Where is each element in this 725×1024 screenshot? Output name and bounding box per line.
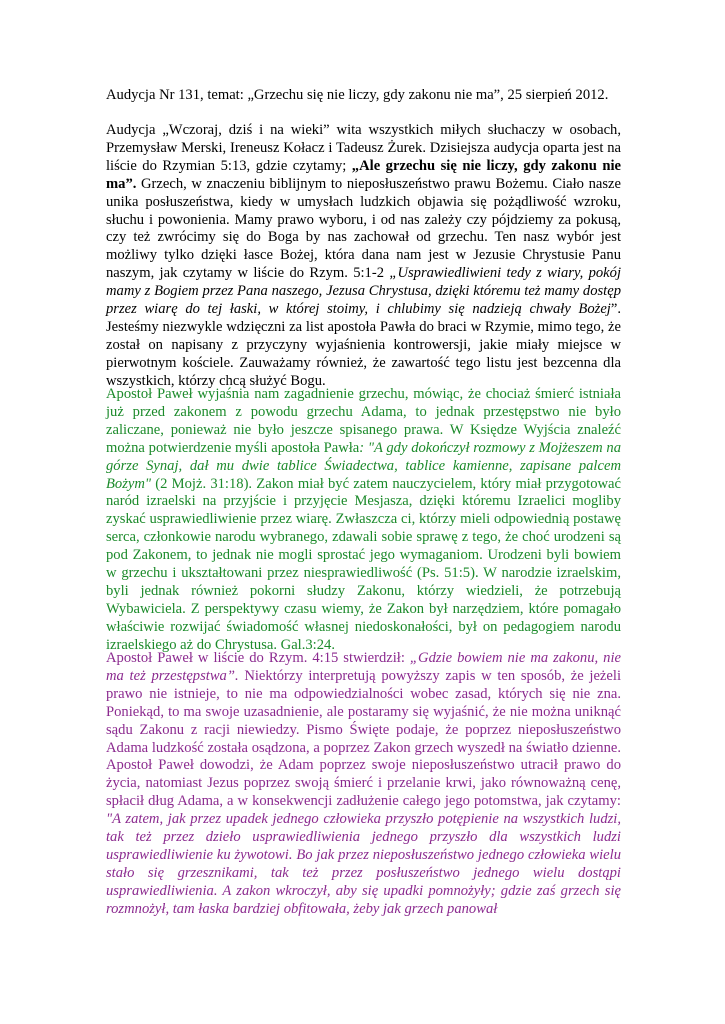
paragraph-green (106, 386, 621, 655)
p1-text-3: ”. Jesteśmy niezwykle wdzięczni za list apostoła Pawła do braci w Rzymie, mimo tego, że został on napisany z przyczyny wyjaśnienia kontrowersji, jakie miały miejsce w pierwotnym kościele. Zauważamy również, że zawartość tego listu jest bezcenna dla wszystkich, którzy chcą służyć Bogu. (106, 301, 621, 389)
p1-text-2: Grzech, w znaczeniu biblijnym to nieposłuszeństwo prawu Bożemu. Ciało nasze unika posłuszeństwa, kiedy w umysłach ludzkich objawia się pożądliwość wzroku, słuchu i powonienia. Mamy prawo wyboru, i od nas zależy czy pójdziemy za pokusą, czy też zwrócimy się do Boga by nas zachował od grzechu. Ten nasz wybór jest możliwy tylko dzięki łasce Bożej, która dana nam jest w Jezusie Chrystusie Panu naszym, jak czytamy w liście do Rzym. 5:1-2 (106, 175, 621, 282)
p1-bold-quote: „Ale grzechu się nie liczy, gdy zakonu nie ma”. (106, 157, 621, 192)
p2-text-1: Apostoł Paweł wyjaśnia nam zagadnienie grzechu, mówiąc, że chociaż śmierć istniała już przed zakonem z powodu grzechu Adama, to jednak przestępstwo nie było zaliczane, ponieważ nie było jeszcze spisanego prawa. W Księdze Wyjścia znaleźć można potwierdzenie myśli apostoła Pawła (106, 386, 621, 456)
p2-text-2: (2 Mojż. 31:18). Zakon miał być zatem nauczycielem, który miał przygotować naród izraelski na przyjście i przyjęcie Mesjasza, dzięki któremu Izraelici mogliby zyskać usprawiedliwienie przez wiarę. Zwłaszcza ci, którzy mieli odpowiednią postawę serca, członkowie narodu wybranego, zdawali sobie sprawę z tego, że choć urodzeni są pod Zakonem, to jednak nie mogli sprostać jego wymaganiom. Urodzeni byli bowiem w grzechu i ukształtowani przez niesprawiedliwość (Ps. 51:5). W narodzie izraelskim, byli jednak również pokorni słudzy Zakonu, którzy wiedzieli, że potrzebują Wybawiciela. Z perspektywy czasu wiemy, że Zakon był narzędziem, które pomagało właściwie rozwijać świadomość własnej niedoskonałości, był on pedagogiem narodu izraelskiego aż do Chrystusa. Gal.3:24. (106, 475, 621, 653)
p3-text-2: Niektórzy interpretują powyższy zapis w ten sposób, że jeżeli prawo nie istnieje, to nie ma odpowiedzialności wobec zasad, których się nie zna. Poniekąd, to ma swoje uzasadnienie, ale postaramy się wyjaśnić, że nie można uniknąć sądu Zakonu z racji niewiedzy. Pismo Święte podaje, że poprzez nieposłuszeństwo Adama ludzkość została osądzona, a poprzez Zakon grzech wyszedł na światło dzienne. Apostoł Paweł dowodzi, że Adam poprzez swoje nieposłuszeństwo utracił prawo do życia, natomiast Jezus poprzez swoją śmierć i przelanie krwi, jako równoważną cenę, spłacił dług Adama, a w konsekwencji zadłużenie całego jego potomstwa, jak czytamy: (106, 667, 621, 810)
p3-italic-quote-1: „Gdzie bowiem nie ma zakonu, nie ma też przestępstwa”. (106, 650, 621, 684)
p2-italic-quote: : "A gdy dokończył rozmowy z Mojżeszem na górze Synaj, dał mu dwie tablice Świadectwa, tablice kamienne, zapisane palcem Bożym" (106, 439, 621, 492)
p3-italic-quote-2: "A zatem, jak przez upadek jednego człowieka przyszło potępienie na wszystkich ludzi, tak też przez dzieło usprawiedliwienia jednego przyszło dla wszystkich ludzi usprawiedliwienie ku żywotowi. Bo jak przez nieposłuszeństwo jednego człowieka wielu stało się grzesznikami, tak też przez posłuszeństwo jednego wielu dostąpi usprawiedliwienia. A zakon wkroczył, aby się upadki pomnożyły; gdzie zaś grzech się rozmnożył, tam łaska bardziej obfitowała, żeby jak grzech panował (106, 811, 621, 917)
document-header: Audycja Nr 131, temat: „Grzechu się nie liczy, gdy zakonu nie ma”, 25 sierpień 2012. (106, 87, 609, 103)
paragraph-purple (106, 650, 621, 919)
paragraph-introduction (106, 122, 621, 391)
p1-italic-quote: „Usprawiedliwieni tedy z wiary, pokój mamy z Bogiem przez Pana naszego, Jezusa Chrystusa, dzięki któremu też mamy dostęp przez wiarę do tej łaski, w której stoimy, i chlubimy się nadzieją chwały Bożej (106, 265, 622, 318)
p1-text-1: Audycja „Wczoraj, dziś i na wieki” wita wszystkich miłych słuchaczy w osobach, Przemysław Merski, Ireneusz Kołacz i Tadeusz Żurek. Dzisiejsza audycja oparta jest na liście do Rzymian 5:13, gdzie czytamy; (106, 122, 621, 174)
p3-text-1: Apostoł Paweł w liście do Rzym. 4:15 stwierdził: (106, 650, 410, 666)
